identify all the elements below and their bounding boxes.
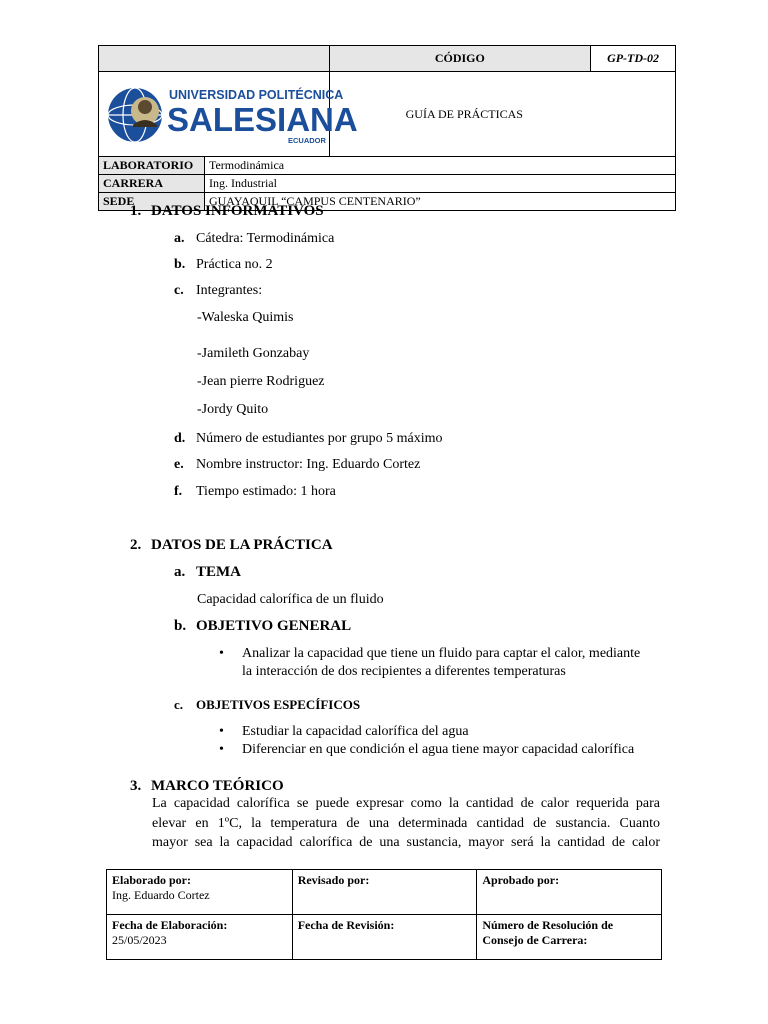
row-label-carrera: CARRERA [99,175,205,193]
section1-heading [130,203,324,220]
fecha-elaboracion-value: 25/05/2023 [112,933,167,947]
section3-heading [130,778,284,795]
footer-table [106,869,662,960]
section3-number: 3. [130,778,142,794]
list-item: a. Cátedra: Termodinámica [174,231,335,246]
row-value-carrera: Ing. Industrial [204,175,675,193]
logo-line3: ECUADOR [288,136,326,145]
row-value-laboratorio: Termodinámica [204,157,675,175]
list-item: e. Nombre instructor: Ing. Eduardo Cortez [174,457,421,472]
list-item: c. Integrantes: [174,283,263,298]
objetivo-general-heading: b. OBJETIVO GENERAL [174,618,352,634]
resolucion-label-2: Consejo de Carrera: [482,933,588,947]
elaborado-label: Elaborado por: [112,873,192,887]
logo-cell [99,72,358,157]
section1-number: 1. [130,203,142,219]
section3-title: MARCO TEÓRICO [151,778,284,794]
aprobado-cell [477,870,662,915]
revisado-cell [292,870,477,915]
bullet-icon: • [219,724,224,739]
elaborado-value: Ing. Eduardo Cortez [112,888,210,902]
marco-line: mayor sea la capacidad calorífica de una sustancia, mayor será la cantidad de calor [152,835,660,850]
list-item: b. Práctica no. 2 [174,257,273,272]
codigo-label: CÓDIGO [329,46,591,72]
resolucion-label-1: Número de Resolución de [482,918,614,932]
member-name: -Jamileth Gonzabay [197,346,310,361]
tema-text: Capacidad calorífica de un fluido [197,592,384,607]
fecha-revision-label: Fecha de Revisión: [297,918,395,932]
logo-line1: UNIVERSIDAD POLITÉCNICA [169,88,344,102]
list-item: d. Número de estudiantes por grupo 5 máximo [174,431,443,446]
codigo-value: GP-TD-02 [591,46,676,72]
row-label-sede: SEDE [99,193,205,211]
bullet-icon: • [219,646,224,661]
objetivo-especifico: Estudiar la capacidad calorífica del agua [242,724,469,739]
header-blank-cell [99,46,330,72]
marco-line: La capacidad calorífica se puede expresar como la cantidad de calor requerida para [152,796,660,811]
member-name: -Jordy Quito [197,402,269,417]
university-logo [107,79,358,151]
fecha-revision-cell [292,915,477,960]
member-name: -Waleska Quimis [197,310,294,325]
bullet-icon: • [219,742,224,757]
fecha-elaboracion-label: Fecha de Elaboración: [112,918,228,932]
objetivo-general-line1: Analizar la capacidad que tiene un fluido para captar el calor, mediante [242,646,641,661]
row-value-sede: GUAYAQUIL “CAMPUS CENTENARIO” [204,193,675,211]
tema-heading: a. TEMA [174,564,241,580]
header-table [98,45,676,211]
section1-title: DATOS INFORMATIVOS [151,203,324,219]
resolucion-cell [477,915,662,960]
aprobado-label: Aprobado por: [482,873,560,887]
objetivo-especifico: Diferenciar en que condición el agua tiene mayor capacidad calorífica [242,742,635,757]
section2-number: 2. [130,537,142,553]
revisado-label: Revisado por: [297,873,370,887]
list-item: f. Tiempo estimado: 1 hora [174,484,336,499]
section2-title: DATOS DE LA PRÁCTICA [151,537,333,553]
guia-title: GUÍA DE PRÁCTICAS [329,72,675,157]
member-name: -Jean pierre Rodriguez [197,374,325,389]
row-label-laboratorio: LABORATORIO [99,157,205,175]
logo-line2: SALESIANA [167,101,358,138]
fecha-elaboracion-cell [107,915,293,960]
objetivos-especificos-heading: c. OBJETIVOS ESPECÍFICOS [174,697,361,712]
marco-line: elevar en 1ºC, la temperatura de una determinada cantidad de sustancia. Cuanto [152,816,660,831]
section2-heading [130,537,333,554]
objetivo-general-line2: la interacción de dos recipientes a diferentes temperaturas [242,664,566,679]
elaborado-cell [107,870,293,915]
